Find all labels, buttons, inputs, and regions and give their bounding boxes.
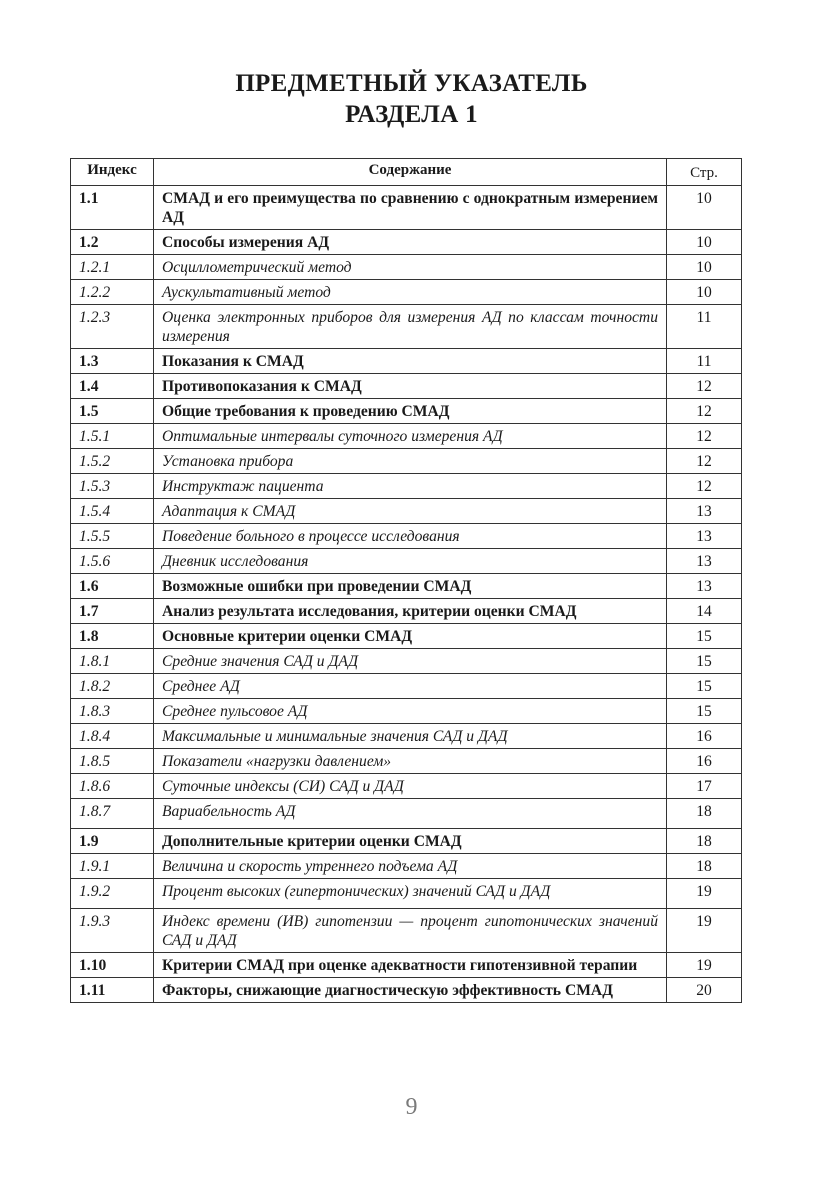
- row-page: 15: [667, 649, 742, 674]
- table-row: [71, 524, 742, 549]
- row-index: 1.5: [71, 399, 154, 424]
- table-row: [71, 305, 742, 349]
- row-content: Адаптация к СМАД: [154, 499, 667, 524]
- row-content: Дневник исследования: [154, 549, 667, 574]
- row-content: Дополнительные критерии оценки СМАД: [154, 829, 667, 854]
- row-content: Поведение больного в процессе исследования: [154, 524, 667, 549]
- row-index: 1.10: [71, 953, 154, 978]
- table-row: [71, 255, 742, 280]
- row-content: Вариабельность АД: [154, 799, 667, 829]
- row-index: 1.2.1: [71, 255, 154, 280]
- row-page: 15: [667, 624, 742, 649]
- table-row: [71, 909, 742, 953]
- row-index: 1.7: [71, 599, 154, 624]
- row-index: 1.5.6: [71, 549, 154, 574]
- table-row: [71, 574, 742, 599]
- row-content: Установка прибора: [154, 449, 667, 474]
- row-index: 1.8.3: [71, 699, 154, 724]
- row-index: 1.11: [71, 978, 154, 1003]
- row-page: 19: [667, 953, 742, 978]
- row-index: 1.5.3: [71, 474, 154, 499]
- header-page: Стр.: [667, 159, 742, 186]
- row-index: 1.6: [71, 574, 154, 599]
- table-row: [71, 699, 742, 724]
- table-header-row: [71, 159, 742, 186]
- row-page: 19: [667, 879, 742, 909]
- row-content: Суточные индексы (СИ) САД и ДАД: [154, 774, 667, 799]
- row-index: 1.3: [71, 349, 154, 374]
- row-page: 15: [667, 699, 742, 724]
- row-content: Показания к СМАД: [154, 349, 667, 374]
- table-row: [71, 978, 742, 1003]
- row-content: Инструктаж пациента: [154, 474, 667, 499]
- row-index: 1.8.5: [71, 749, 154, 774]
- row-page: 12: [667, 449, 742, 474]
- row-content: Среднее АД: [154, 674, 667, 699]
- title-line-2: РАЗДЕЛА 1: [345, 101, 478, 128]
- table-row: [71, 474, 742, 499]
- table-row: [71, 724, 742, 749]
- table-row: [71, 674, 742, 699]
- table-row: [71, 374, 742, 399]
- table-row: [71, 879, 742, 909]
- row-index: 1.9: [71, 829, 154, 854]
- table-row: [71, 549, 742, 574]
- table-row: [71, 424, 742, 449]
- row-page: 12: [667, 374, 742, 399]
- row-content: Индекс времени (ИВ) гипотензии — процент гипотонических значений САД и ДАД: [154, 909, 667, 953]
- header-content: Содержание: [154, 159, 667, 186]
- row-content: Среднее пульсовое АД: [154, 699, 667, 724]
- row-page: 11: [667, 305, 742, 349]
- row-page: 16: [667, 749, 742, 774]
- row-index: 1.2.3: [71, 305, 154, 349]
- row-page: 14: [667, 599, 742, 624]
- table-row: [71, 230, 742, 255]
- row-page: 10: [667, 255, 742, 280]
- table-row: [71, 829, 742, 854]
- row-index: 1.5.2: [71, 449, 154, 474]
- row-content: Осциллометрический метод: [154, 255, 667, 280]
- row-content: Анализ результата исследования, критерии оценки СМАД: [154, 599, 667, 624]
- row-index: 1.1: [71, 186, 154, 230]
- row-page: 12: [667, 399, 742, 424]
- row-index: 1.2.2: [71, 280, 154, 305]
- page-number: 9: [405, 1094, 418, 1120]
- table-row: [71, 186, 742, 230]
- subject-index-table: [70, 158, 742, 1003]
- row-page: 20: [667, 978, 742, 1003]
- row-page: 18: [667, 799, 742, 829]
- row-index: 1.5.1: [71, 424, 154, 449]
- row-content: Противопоказания к СМАД: [154, 374, 667, 399]
- row-index: 1.8.1: [71, 649, 154, 674]
- row-page: 13: [667, 549, 742, 574]
- row-index: 1.8.7: [71, 799, 154, 829]
- row-index: 1.2: [71, 230, 154, 255]
- row-content: Факторы, снижающие диагностическую эффективность СМАД: [154, 978, 667, 1003]
- row-page: 10: [667, 230, 742, 255]
- row-page: 18: [667, 829, 742, 854]
- row-content: Показатели «нагрузки давлением»: [154, 749, 667, 774]
- row-page: 12: [667, 424, 742, 449]
- page-title: [0, 68, 823, 130]
- table-row: [71, 799, 742, 829]
- row-content: Общие требования к проведению СМАД: [154, 399, 667, 424]
- row-content: Средние значения САД и ДАД: [154, 649, 667, 674]
- row-content: Способы измерения АД: [154, 230, 667, 255]
- row-content: Оптимальные интервалы суточного измерения АД: [154, 424, 667, 449]
- row-page: 11: [667, 349, 742, 374]
- row-index: 1.8.4: [71, 724, 154, 749]
- row-index: 1.9.2: [71, 879, 154, 909]
- row-content: Величина и скорость утреннего подъема АД: [154, 854, 667, 879]
- row-content: СМАД и его преимущества по сравнению с однократным измерением АД: [154, 186, 667, 230]
- table-row: [71, 499, 742, 524]
- row-index: 1.4: [71, 374, 154, 399]
- row-content: Процент высоких (гипертонических) значений САД и ДАД: [154, 879, 667, 909]
- row-page: 17: [667, 774, 742, 799]
- row-index: 1.5.5: [71, 524, 154, 549]
- row-content: Основные критерии оценки СМАД: [154, 624, 667, 649]
- table-row: [71, 749, 742, 774]
- row-page: 13: [667, 524, 742, 549]
- row-page: 10: [667, 186, 742, 230]
- row-content: Возможные ошибки при проведении СМАД: [154, 574, 667, 599]
- table-row: [71, 854, 742, 879]
- table-row: [71, 399, 742, 424]
- row-index: 1.8.6: [71, 774, 154, 799]
- table-body: [71, 186, 742, 1003]
- table-row: [71, 449, 742, 474]
- row-page: 10: [667, 280, 742, 305]
- row-content: Аускультативный метод: [154, 280, 667, 305]
- row-page: 15: [667, 674, 742, 699]
- table-row: [71, 649, 742, 674]
- row-index: 1.8: [71, 624, 154, 649]
- table-row: [71, 953, 742, 978]
- row-content: Оценка электронных приборов для измерения АД по классам точности измерения: [154, 305, 667, 349]
- row-content: Максимальные и минимальные значения САД и ДАД: [154, 724, 667, 749]
- table-row: [71, 624, 742, 649]
- row-page: 12: [667, 474, 742, 499]
- table-row: [71, 349, 742, 374]
- row-page: 13: [667, 574, 742, 599]
- row-index: 1.9.3: [71, 909, 154, 953]
- header-index: Индекс: [71, 159, 154, 186]
- row-index: 1.5.4: [71, 499, 154, 524]
- row-page: 19: [667, 909, 742, 953]
- title-line-1: ПРЕДМЕТНЫЙ УКАЗАТЕЛЬ: [235, 70, 588, 97]
- row-page: 18: [667, 854, 742, 879]
- row-content: Критерии СМАД при оценке адекватности гипотензивной терапии: [154, 953, 667, 978]
- row-index: 1.8.2: [71, 674, 154, 699]
- row-index: 1.9.1: [71, 854, 154, 879]
- row-page: 13: [667, 499, 742, 524]
- table-row: [71, 774, 742, 799]
- row-page: 16: [667, 724, 742, 749]
- table-row: [71, 599, 742, 624]
- table-row: [71, 280, 742, 305]
